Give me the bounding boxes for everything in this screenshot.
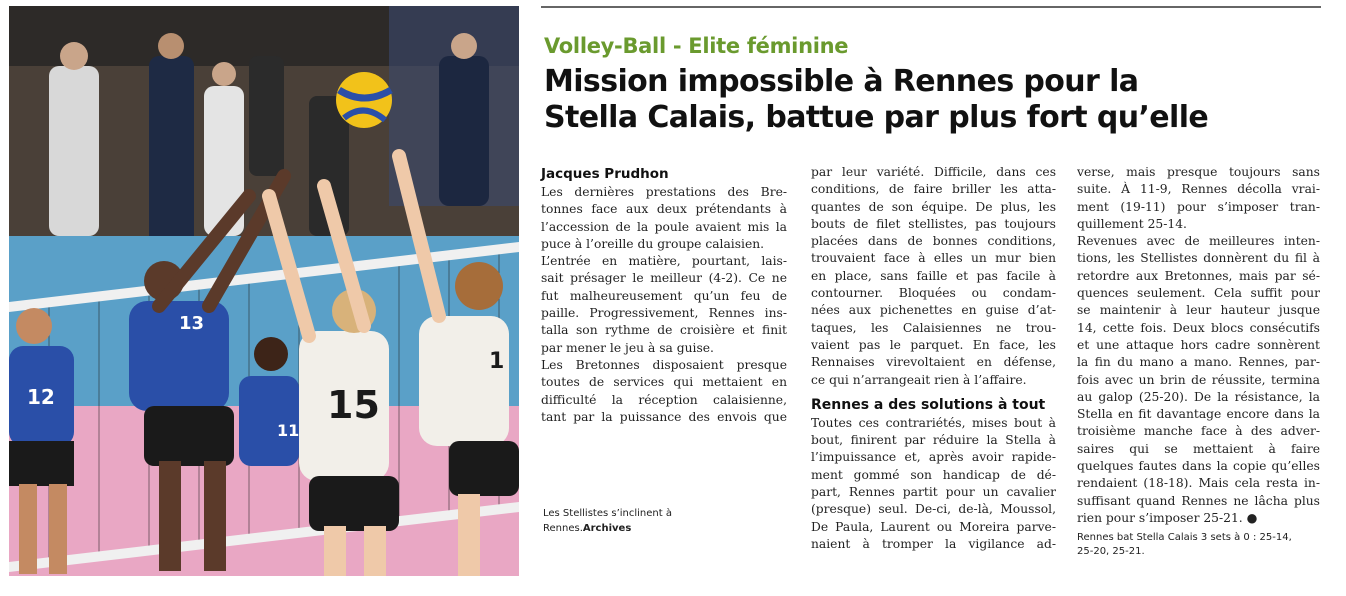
column-text <box>811 415 1056 553</box>
text-line: 14, cette fois. Deux blocs consécutifs <box>1077 320 1320 335</box>
article-headline <box>544 64 1324 136</box>
column-text <box>811 164 1056 389</box>
jersey-number: 13 <box>179 313 205 334</box>
text-line: tant par la puissance des envois que <box>541 409 787 424</box>
text-line: part, Rennes partit pour un cavalier <box>811 485 1056 500</box>
text-line: difficulté la réception calaisienne, <box>541 392 787 407</box>
text-line: paille. Progressivement, Rennes ins- <box>541 306 787 321</box>
text-line: Stella en fit davantage encore dans la <box>1077 407 1320 422</box>
text-line: rien pour s’imposer 25-21. ● <box>1077 510 1258 525</box>
text-line: quillement 25-14. <box>1077 216 1187 231</box>
caption-credit: Archives <box>582 523 632 534</box>
text-line: ment gommé son handicap de dé- <box>811 467 1056 482</box>
text-line: par leur variété. Difficile, dans ces <box>811 165 1056 179</box>
text-line: troisième manche face à des adver- <box>1077 424 1320 439</box>
column-text <box>541 184 787 426</box>
author-byline: Jacques Prudhon <box>541 166 669 182</box>
text-line: (presque) seul. De-ci, de-là, Moussol, <box>811 502 1056 517</box>
text-line: tonnes face aux deux prétendants à <box>541 202 787 217</box>
text-line: Revenues avec de meilleures inten- <box>1077 234 1320 249</box>
text-line: par mener le jeu à sa guise. <box>541 340 714 355</box>
caption-line: Les Stellistes s’inclinent à <box>543 508 672 519</box>
result-line: Rennes bat Stella Calais 3 sets à 0 : 25-14, <box>1077 532 1292 544</box>
caption-text: Rennes. <box>543 523 583 534</box>
text-line: se maintenir à leur hauteur jusque <box>1077 303 1320 318</box>
text-line: bouts de filet stellistes, pas toujours <box>811 216 1056 231</box>
text-line: ment (19-11) pour s’imposer tran- <box>1077 199 1320 214</box>
headline-line: Stella Calais, battue par plus fort qu’elle <box>544 100 1209 135</box>
text-line: et une attaque hors cadre sonnèrent <box>1077 337 1320 352</box>
text-line: De Paula, Laurent ou Moreira parve- <box>811 519 1056 534</box>
text-line: vaient pas le parquet. En face, les <box>811 337 1056 352</box>
result-line: 25-20, 25-21. <box>1077 546 1145 558</box>
text-line: Toutes ces contrariétés, mises bout à <box>811 415 1056 430</box>
text-line: fois avec un brin de réussite, termina <box>1077 372 1320 387</box>
text-line: trouvaient face à elles un mur bien <box>811 251 1056 266</box>
text-line: toutes de services qui mettaient en <box>541 375 787 390</box>
photo-caption <box>543 506 672 536</box>
text-line: naient à tromper la vigilance ad- <box>811 536 1056 551</box>
text-line: en place, sans faille et pas facile à <box>811 268 1056 283</box>
text-line: la fin du mano a mano. Rennes, par- <box>1077 355 1320 370</box>
text-line: l’impuissance et, après avoir rapide- <box>811 450 1056 465</box>
text-line: suffisant quand Rennes ne lâcha plus <box>1077 493 1320 508</box>
match-result <box>1077 531 1320 559</box>
text-line: suite. À 11-9, Rennes décolla vrai- <box>1077 182 1320 197</box>
text-line: contourner. Bloquées ou condam- <box>811 286 1056 301</box>
article-column-1 <box>541 164 787 426</box>
text-line: quences seulement. Cela suffit pour <box>1077 286 1320 301</box>
text-line: fut malheureusement qu’un feu de <box>541 288 787 303</box>
article-photo <box>9 6 519 576</box>
caption-line <box>543 521 672 536</box>
jersey-number: 11 <box>277 421 300 440</box>
text-line: rendaient (18-18). Mais cela resta in- <box>1077 476 1320 491</box>
text-line: quantes de son équipe. De plus, les <box>811 199 1056 214</box>
text-line: verse, mais presque toujours sans <box>1077 165 1320 179</box>
text-line: bout, finirent par réduire la Stella à <box>811 433 1056 448</box>
text-line: taques, les Calaisiennes ne trou- <box>811 320 1056 335</box>
text-line: l’accession de la poule avaient mis la <box>541 219 787 234</box>
text-line: Les dernières prestations des Bre- <box>541 185 787 199</box>
jersey-number: 1 <box>489 349 505 374</box>
article-column-2 <box>811 164 1056 553</box>
text-line: conditions, de faire briller les atta- <box>811 182 1056 197</box>
text-line: puce à l’oreille du groupe calaisien. <box>541 236 765 251</box>
jersey-number: 15 <box>327 383 380 427</box>
section-kicker: Volley-Ball - Elite féminine <box>544 34 849 58</box>
text-line: placées dans de bonnes conditions, <box>811 234 1056 249</box>
text-line: ce qui n’arrangeait rien à l’affaire. <box>811 372 1027 387</box>
text-line: retordre aux Bretonnes, mais par sé- <box>1077 268 1320 283</box>
text-line: saires qui se mettaient à faire <box>1077 441 1320 456</box>
text-line: sait présager le meilleur (4-2). Ce ne <box>541 271 787 286</box>
text-line: Les Bretonnes disposaient presque <box>541 357 787 372</box>
text-line: tions, les Stellistes donnèrent du fil à <box>1077 251 1320 266</box>
top-rule <box>541 6 1321 8</box>
text-line: talla son rythme de croisière et finit <box>541 323 787 338</box>
text-line: Rennaises virevoltaient en défense, <box>811 355 1056 370</box>
text-line: au galop (25-20). De la résistance, la <box>1077 389 1320 404</box>
jersey-number: 12 <box>27 385 55 409</box>
text-line: quelques fautes dans la copie qu’elles <box>1077 459 1320 474</box>
text-line: L’entrée en matière, pourtant, lais- <box>541 254 787 269</box>
headline-line: Mission impossible à Rennes pour la <box>544 64 1139 99</box>
subheading: Rennes a des solutions à tout <box>811 396 1046 413</box>
column-text <box>1077 164 1320 527</box>
text-line: nées aux pichenettes en guise d’at- <box>811 303 1056 318</box>
article-column-3 <box>1077 164 1320 559</box>
